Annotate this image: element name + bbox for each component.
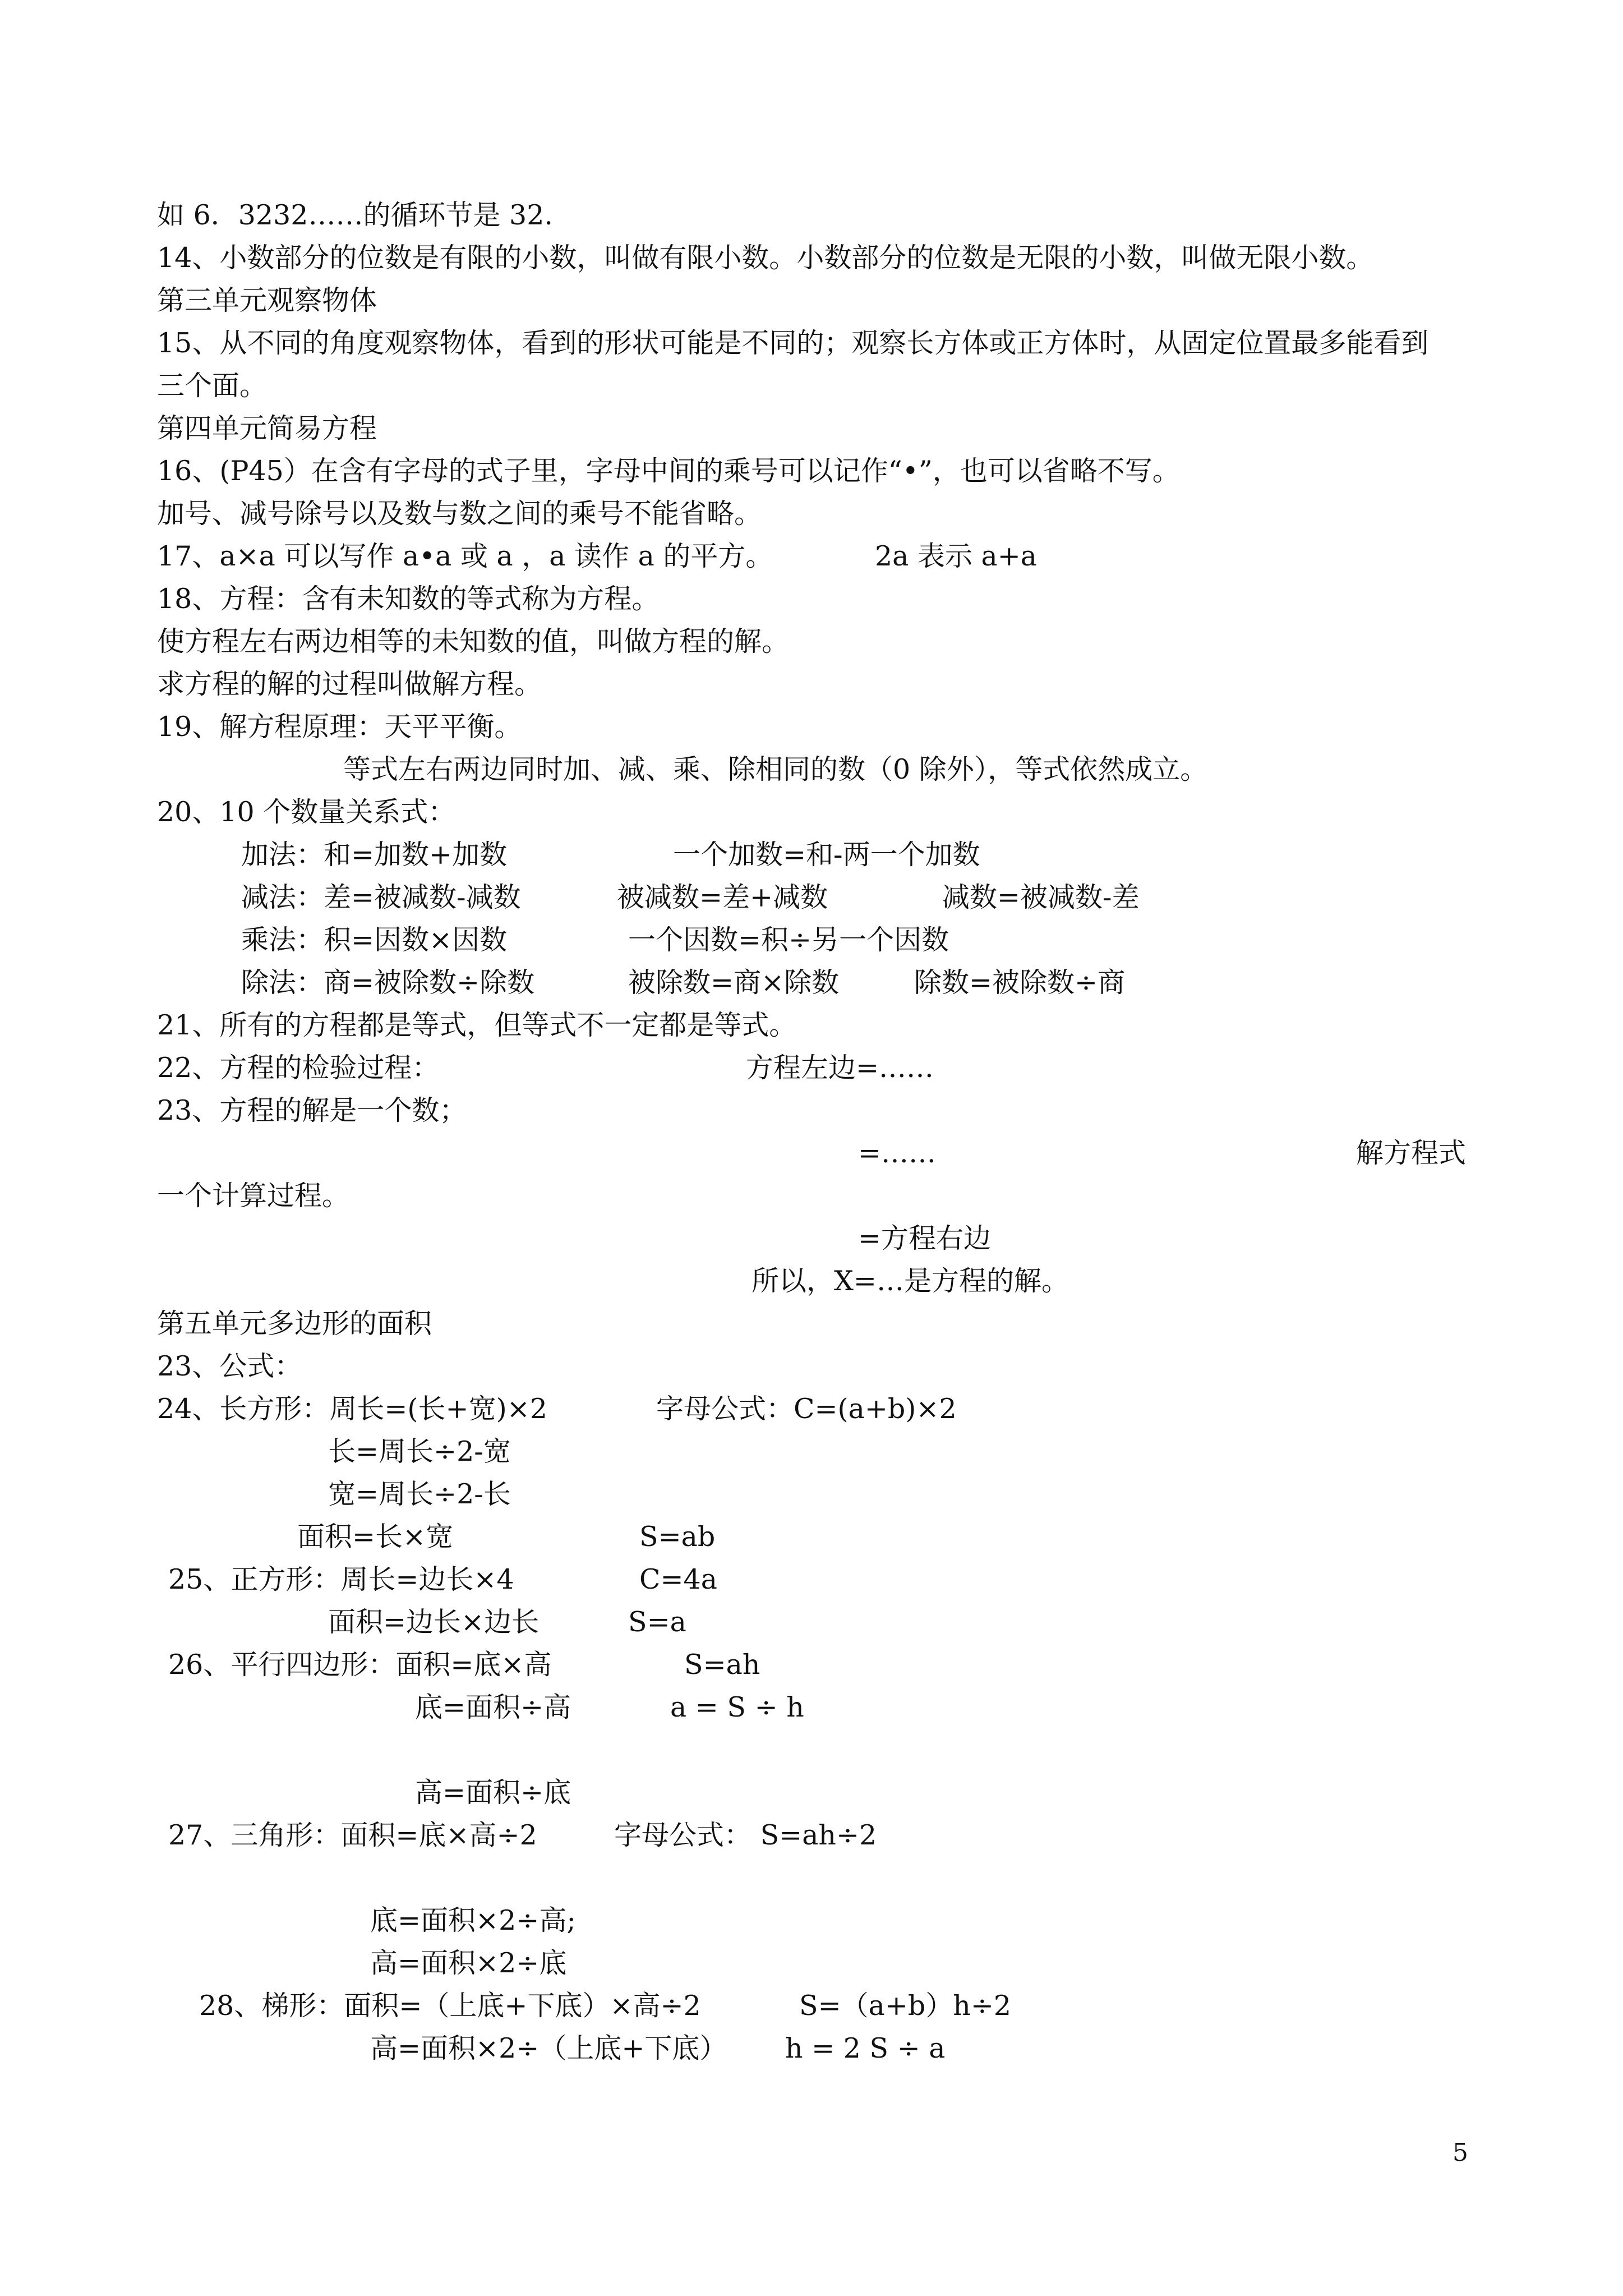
text-line: 加号、减号除号以及数与数之间的乘号不能省略。 [157, 498, 762, 530]
text-line: S=a [628, 1606, 686, 1638]
text-line: 方程左边=…… [746, 1052, 934, 1084]
text-line: 面积=边长×边长 [328, 1606, 540, 1638]
text-line: 所以，X=…是方程的解。 [751, 1265, 1069, 1297]
text-line: 如 6．3232……的循环节是 32. [157, 199, 553, 231]
text-line: C=4a [639, 1563, 717, 1595]
text-line: 14、小数部分的位数是有限的小数，叫做有限小数。小数部分的位数是无限的小数，叫做无限小数。 [157, 242, 1374, 274]
text-line: 使方程左右两边相等的未知数的值，叫做方程的解。 [157, 625, 790, 657]
text-line: 15、从不同的角度观察物体，看到的形状可能是不同的；观察长方体或正方体时，从固定位置最多能看到 [157, 327, 1429, 359]
text-line: 宽=周长÷2-长 [328, 1478, 511, 1510]
text-line: 三个面。 [157, 370, 268, 402]
text-line: 17、a×a 可以写作 a•a 或 a ，a 读作 a 的平方。 [157, 540, 773, 572]
text-line: S=ab [639, 1521, 716, 1553]
text-line: 面积=长×宽 [297, 1521, 454, 1553]
text-line: 19、解方程原理：天平平衡。 [157, 711, 522, 743]
text-line: 高=面积×2÷（上底+下底） [370, 2032, 727, 2064]
text-line: 除法：商=被除数÷除数 [241, 967, 535, 999]
text-line: 25、正方形：周长=边长×4 [168, 1563, 514, 1595]
text-line: 24、长方形：周长=(长+宽)×2 [157, 1393, 547, 1425]
text-line: S=ah [684, 1649, 760, 1681]
section-heading: 第三单元观察物体 [157, 284, 377, 316]
text-line: 2a 表示 a+a [875, 540, 1038, 572]
text-line: 一个加数=和-两一个加数 [673, 839, 980, 871]
text-line: 底=面积÷高 [415, 1691, 571, 1723]
text-line: 除数=被除数÷商 [914, 967, 1126, 999]
text-line: 等式左右两边同时加、减、乘、除相同的数（0 除外），等式依然成立。 [343, 753, 1208, 785]
text-line: 18、方程：含有未知数的等式称为方程。 [157, 583, 660, 615]
text-line: 一个计算过程。 [157, 1180, 350, 1212]
text-line: 21、所有的方程都是等式，但等式不一定都是等式。 [157, 1009, 797, 1041]
text-line: 高=面积÷底 [415, 1777, 571, 1809]
text-line: 28、梯形：面积=（上底+下底）×高÷2 [199, 1990, 701, 2022]
text-line: 字母公式： S=ah÷2 [614, 1819, 877, 1851]
section-heading: 第四单元简易方程 [157, 412, 377, 444]
text-line: 减数=被减数-差 [942, 881, 1140, 913]
text-line: 字母公式：C=(a+b)×2 [656, 1393, 957, 1425]
text-line: 底=面积×2÷高; [370, 1904, 576, 1936]
text-line: 被除数=商×除数 [628, 967, 840, 999]
page-number: 5 [1453, 2138, 1468, 2167]
text-line: 减法：差=被减数-减数 [241, 881, 521, 913]
text-line: 26、平行四边形：面积=底×高 [168, 1649, 552, 1681]
text-line: 22、方程的检验过程： [157, 1052, 440, 1084]
text-line: S=（a+b）h÷2 [799, 1990, 1012, 2022]
text-line: 加法：和=加数+加数 [241, 839, 508, 871]
text-line: a = S ÷ h [670, 1691, 804, 1723]
text-line: 被减数=差+减数 [617, 881, 828, 913]
text-line: 27、三角形：面积=底×高÷2 [168, 1819, 537, 1851]
text-line: 23、公式： [157, 1350, 302, 1382]
text-line: 高=面积×2÷底 [370, 1947, 567, 1979]
text-line: 解方程式 [1355, 1137, 1466, 1169]
text-line: 16、(P45）在含有字母的式子里，字母中间的乘号可以记作“•”，也可以省略不写。 [157, 455, 1180, 487]
text-line: 20、10 个数量关系式： [157, 796, 456, 828]
text-line: 求方程的解的过程叫做解方程。 [157, 668, 542, 700]
text-line: h = 2 S ÷ a [785, 2032, 946, 2064]
text-line: 乘法：积=因数×因数 [241, 924, 508, 956]
text-line: 23、方程的解是一个数； [157, 1094, 467, 1126]
text-line: 一个因数=积÷另一个因数 [628, 924, 949, 956]
text-line: =方程右边 [858, 1222, 992, 1254]
text-line: 长=周长÷2-宽 [328, 1435, 511, 1467]
text-line: =…… [858, 1137, 937, 1169]
section-heading: 第五单元多边形的面积 [157, 1308, 432, 1340]
